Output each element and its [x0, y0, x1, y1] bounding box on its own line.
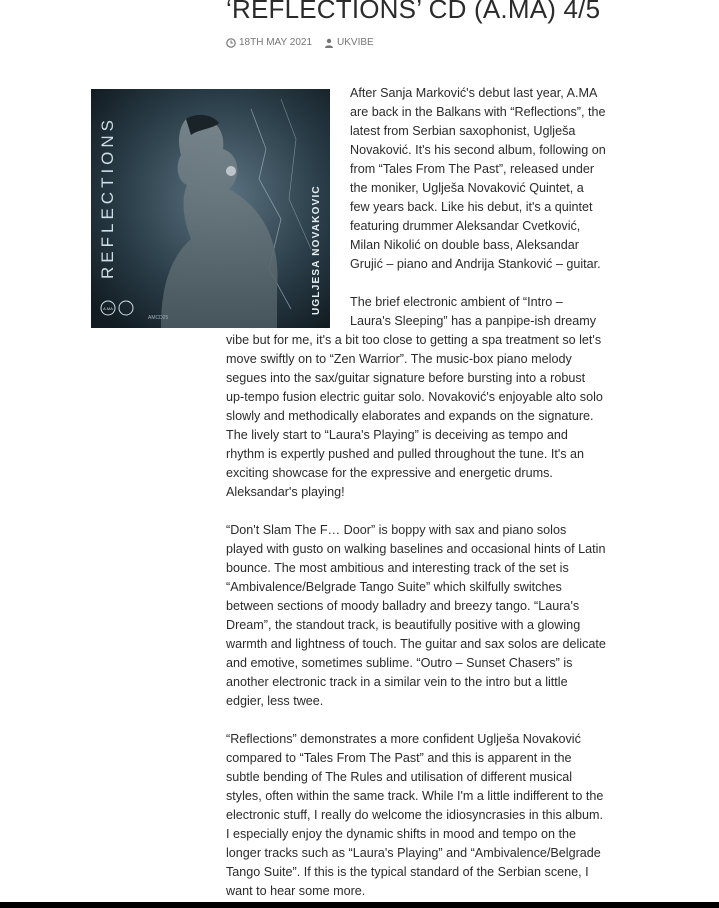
article-paragraph-3: “Don't Slam The F… Door” is boppy with sax and piano solos played with gusto on walking baselines and occasional hints of Latin bounce. The most ambitious and interesting track of the set is “Ambivalence/Belgrade Tango Suite” which skilfully switches between sections of moody balladry and breezy tango. “Laura's Dream”, the standout track, is beautifully positive with a glowing warmth and lightness of touch. The guitar and sax solos are delicate and emotive, sometimes sublime. “Outro – Sunset Chasers” is another electronic track in a similar vein to the intro but a little edgier, less twee. [226, 523, 606, 708]
article-paragraph-4: “Reflections” demonstrates a more confident Uglješa Novaković compared to “Tales From The Past” and this is apparent in the subtle bending of The Rules and utilisation of different musical styles, often within the same track. While I'm a little indifferent to the electronic stuff, I really do welcome the idiosyncrasies in this album. I especially enjoy the dynamic shifts in mood and tempo on the longer tracks such as “Laura's Playing” and “Ambivalence/Belgrade Tango Suite”. If this is the typical standard of the Serbian scene, I want to hear some more. [226, 732, 604, 898]
cover-title: REFLECTIONS [98, 115, 117, 279]
user-icon [324, 38, 334, 48]
post-author-link[interactable]: UKVIBE [337, 37, 374, 48]
article-body [226, 84, 606, 901]
clock-icon [226, 38, 236, 48]
post-meta [226, 37, 374, 48]
article-paragraph-1: After Sanja Marković's debut last year, A.MA are back in the Balkans with “Reflections”, the latest from Serbian saxophonist, Uglješa Novaković. It's his second album, following on from “Tales From The Past”, released under the moniker, Uglješa Novaković Quintet, a few years back. Like his debut, it's a quintet featuring drummer Aleksandar Cvetković, Milan Nikolić on double bass, Aleksandar Grujić – piano and Andrija Stanković – guitar. [350, 86, 606, 271]
cover-logo: A.MA [103, 306, 113, 311]
footer-bar [0, 902, 719, 908]
post-title: ‘REFLECTIONS’ CD (A.MA) 4/5 [226, 0, 601, 24]
cover-catalog: AMCD25 [148, 315, 169, 321]
article-paragraph-2: The brief electronic ambient of “Intro – Laura's Sleeping” has a panpipe-ish dreamy vibe but for me, it's a bit too close to getting a spa treatment so let's move swiftly on to “Zen Warrior”. The music-box piano melody segues into the sax/guitar signature before bursting into a robust up-tempo fusion electric guitar solo. Novaković's enjoyable alto solo slowly and methodically elaborates and expands on the signature. The lively start to “Laura's Playing” is deceiving as tempo and rhythm is expertly pushed and pulled throughout the tune. It's an exciting showcase for the expressive and energetic drums. Aleksandar's playing! [226, 295, 603, 499]
post-date-link[interactable]: 18TH MAY 2021 [239, 37, 313, 48]
cover-artist: UGLJESA NOVAKOVIC [311, 185, 322, 315]
